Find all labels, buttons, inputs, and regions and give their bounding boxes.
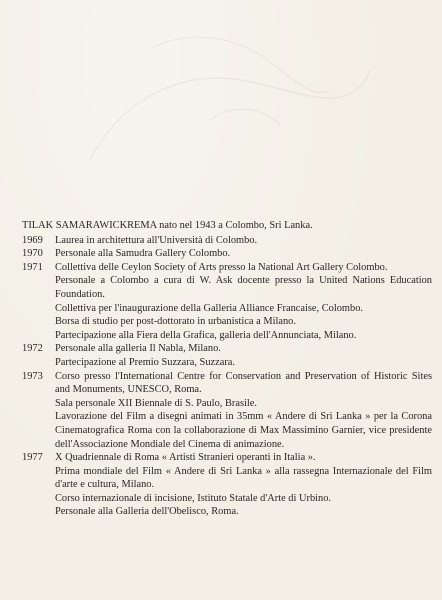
timeline-entry: Collettiva delle Ceylon Society of Arts presso la National Art Gallery Colombo.: [55, 261, 388, 273]
timeline-entry: Corso presso l'International Centre for Conservation and Preservation of Historic Sites and Monuments, UNESCO, Roma.: [55, 370, 432, 396]
timeline-entry: Collettiva per l'inaugurazione della Galleria Alliance Francaise, Colombo.: [55, 302, 364, 314]
timeline-row-1969: [22, 234, 432, 248]
timeline-year: 1971: [22, 261, 43, 273]
timeline-entries: [55, 261, 432, 343]
timeline-entries: [55, 247, 432, 261]
timeline-row-1971: [22, 261, 432, 343]
timeline-entries: [55, 342, 432, 369]
timeline-entry: Partecipazione al Premio Suzzara, Suzzara.: [55, 356, 236, 368]
biography-text: [22, 219, 432, 519]
timeline-year: 1972: [22, 343, 43, 355]
timeline-entry: Prima mondiale del Film « Andere di Sri Lanka » alla rassegna Internazionale del Film d'arte e cultura, Milano.: [55, 465, 432, 491]
timeline-row-1973: [22, 370, 432, 452]
timeline-entry: Personale a Colombo a cura di W. Ask docente presso la United Nations Education Foundation.: [55, 275, 432, 300]
timeline-entry: Personale alla Samudra Gallery Colombo.: [55, 248, 231, 260]
timeline-entries: [55, 370, 432, 452]
timeline-entry: Lavorazione del Film a disegni animati in 35mm « Andere di Sri Lanka » per la Corona Cinematografica Roma con la collaborazione di Max Massimino Garnier, vice presidente dell'Associazione Mondiale del Cinema di animazione.: [55, 411, 432, 450]
timeline-entry: Personale alla galleria Il Nabla, Milano.: [55, 343, 221, 355]
timeline-year: 1969: [22, 234, 43, 246]
timeline-entry: Personale alla Galleria dell'Obelisco, Roma.: [55, 506, 239, 518]
timeline-entry: Partecipazione alla Fiera della Grafica, galleria dell'Annunciata, Milano.: [55, 329, 357, 341]
timeline-year: 1970: [22, 248, 43, 260]
biography-header: TILAK SAMARAWICKREMA nato nel 1943 a Colombo, Sri Lanka.: [22, 220, 313, 231]
timeline-row-1977: [22, 451, 432, 519]
timeline-entry: Laurea in architettura all'Università di Colombo.: [55, 234, 258, 246]
timeline-year: 1973: [22, 370, 43, 382]
timeline-entry: Borsa di studio per post-dottorato in urbanistica a Milano.: [55, 316, 296, 328]
timeline-entries: [55, 451, 432, 519]
timeline-entries: [55, 234, 432, 248]
timeline-entry: Corso internazionale di incisione, Istituto Statale d'Arte di Urbino.: [55, 492, 332, 504]
timeline-row-1970: [22, 247, 432, 261]
timeline-entry: X Quadriennale di Roma « Artisti Stranieri operanti in Italia ».: [55, 452, 316, 464]
faint-sketch-watermark: [30, 10, 410, 200]
timeline-row-1972: [22, 342, 432, 369]
timeline-entry: Sala personale XII Biennale di S. Paulo, Brasile.: [55, 397, 257, 409]
timeline-year: 1977: [22, 452, 43, 464]
